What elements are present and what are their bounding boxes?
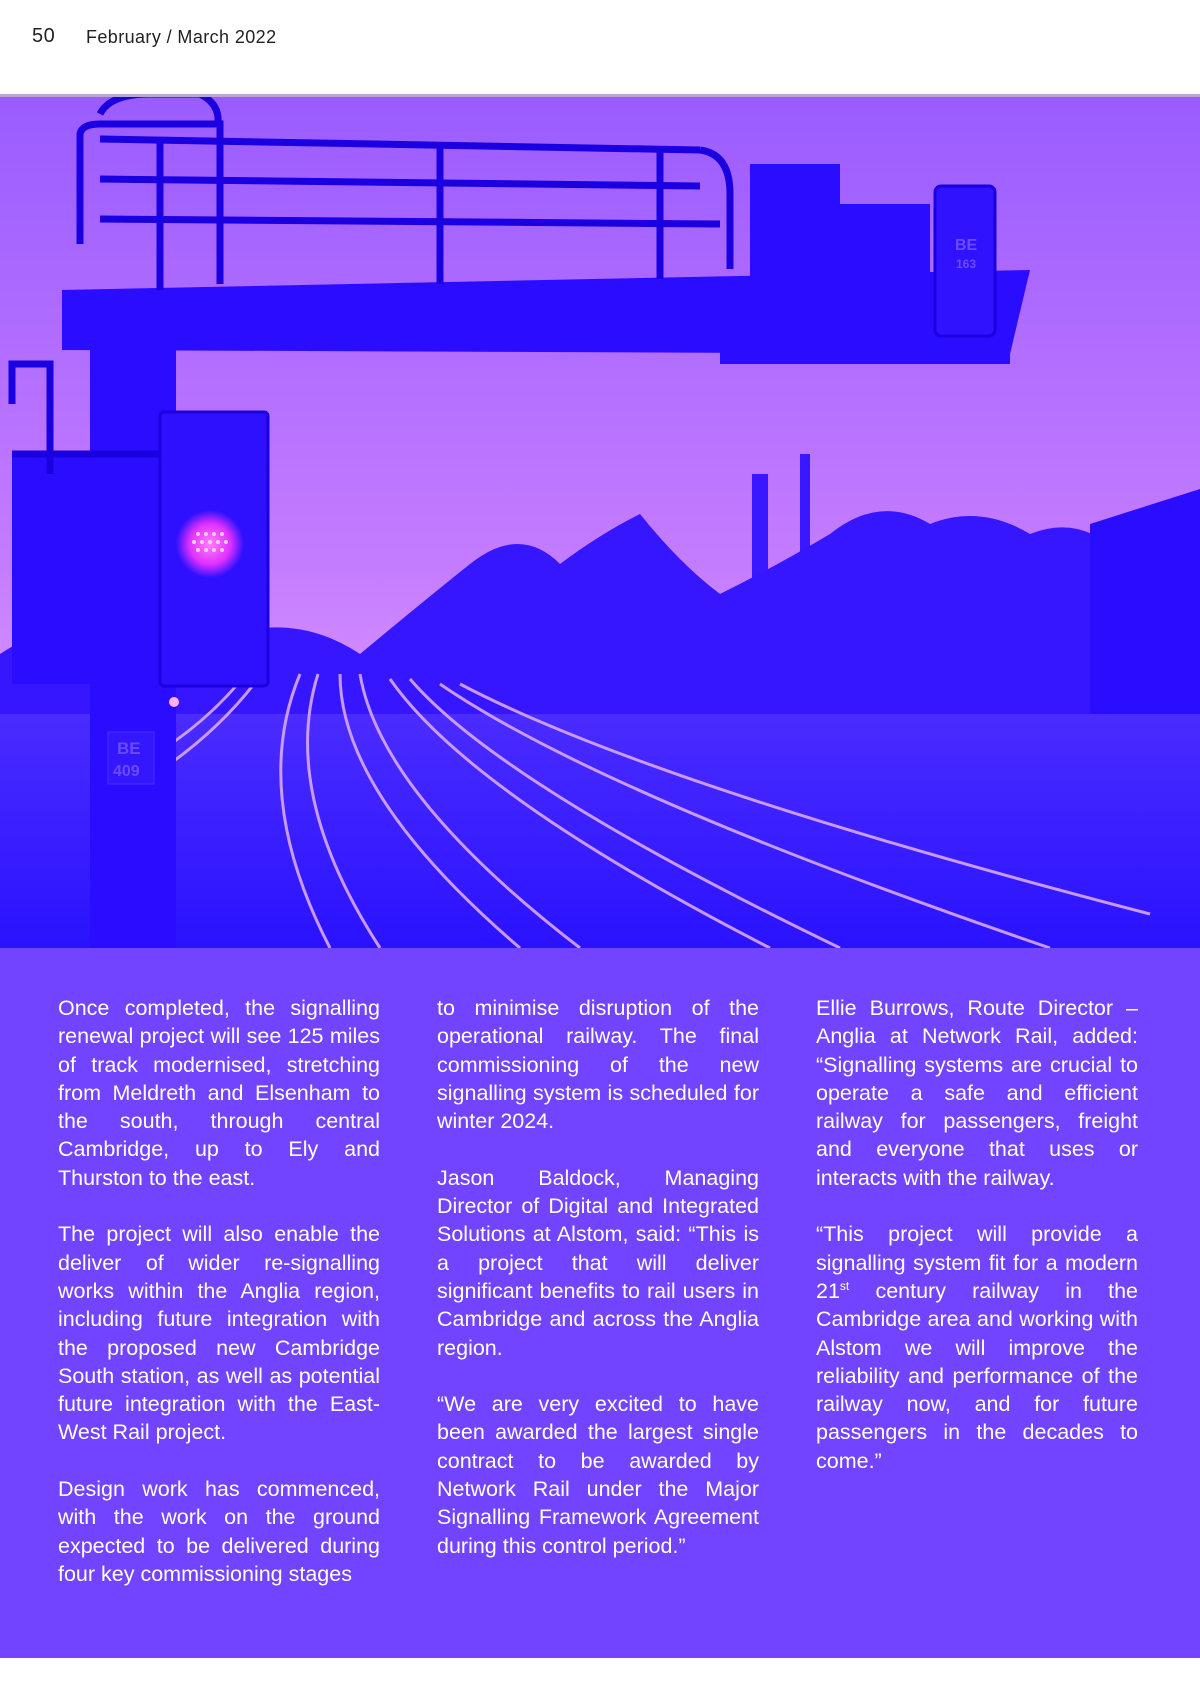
signal-plate-top: BE — [955, 237, 978, 254]
svg-text:163: 163 — [956, 257, 977, 271]
article-column-2 — [437, 994, 759, 1588]
article-paragraph: Once completed, the signalling renewal project will see 125 miles of track modernised, stretching from Meldreth and Elsenham to the south, through central Cambridge, up to Ely and Thurston to the east. — [58, 996, 380, 1190]
signal-gantry-photo — [0, 94, 1200, 948]
article-paragraph: “We are very excited to have been awarded the largest single contract to be awarded by Network Rail under the Major Signalling Framework Agreement during this control period.” — [437, 1392, 759, 1558]
quote-text-start: “This project will provide a signalling system fit for a modern 21 — [816, 1222, 1138, 1303]
article-paragraph: to minimise disruption of the operational railway. The final commissioning of the new signalling system is scheduled for winter 2024. — [437, 996, 759, 1134]
article-paragraph: The project will also enable the deliver of wider re-signalling works within the Anglia region, including future integration with the proposed new Cambridge South station, as well as potential future integration with the East-West Rail project. — [58, 1222, 380, 1445]
issue-date: February / March 2022 — [86, 27, 277, 47]
svg-text:409: 409 — [113, 763, 140, 780]
article-paragraph: Jason Baldock, Managing Director of Digital and Integrated Solutions at Alstom, said: “This is a project that will deliver significant benefits to rail users in Cambridge and across the Anglia region. — [437, 1165, 759, 1360]
page-header — [0, 0, 1200, 94]
article-column-3 — [816, 994, 1138, 1503]
quote-text-end: century railway in the Cambridge area and working with Alstom we will improve the reliability and performance of the railway now, and for future passengers in the decades to come.” — [816, 1278, 1138, 1473]
equipment-cabinet — [840, 204, 930, 354]
svg-text:BE: BE — [117, 739, 141, 758]
page-number: 50 — [32, 25, 56, 47]
article-paragraph: Design work has commenced, with the work on the ground expected to be delivered during four key commissioning stages — [58, 1477, 380, 1586]
equipment-cabinet — [750, 164, 840, 294]
page-footer-margin — [0, 1658, 1200, 1696]
article-paragraph: Ellie Burrows, Route Director – Anglia at Network Rail, added: “Signalling systems are crucial to operate a safe and efficient railway for passengers, freight and everyone that uses or interacts with the railway. — [816, 996, 1138, 1190]
article-column-1 — [58, 994, 380, 1617]
ordinal-suffix: st — [839, 1278, 850, 1293]
article-text-panel — [0, 948, 1200, 1658]
article-paragraph — [816, 1220, 1138, 1475]
